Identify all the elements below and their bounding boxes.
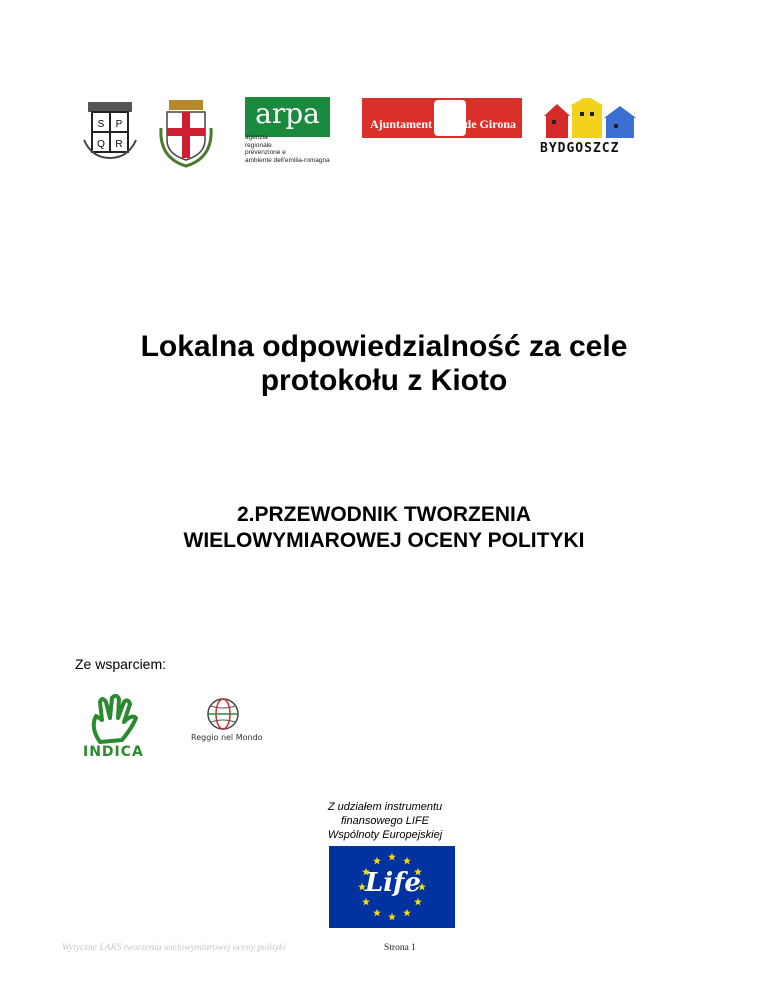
document-title-line: Lokalna odpowiedzialność za cele (140, 330, 628, 363)
document-title-line: protokołu z Kioto (260, 364, 508, 397)
life-caption-line: Z udziałem instrumentu (327, 801, 443, 813)
eu-star-icon (403, 909, 411, 917)
spqr-coat-of-arms-logo (82, 100, 138, 160)
eu-star-icon (403, 857, 411, 865)
ajuntament-girona-logo (362, 98, 522, 138)
girona-logo-left-text: Ajuntament (370, 117, 432, 131)
life-caption-line: Wspólnoty Europejskiej (327, 829, 443, 841)
support-label: Ze wsparciem: (75, 656, 167, 672)
eu-star-icon (414, 898, 422, 906)
spqr-letter: P (115, 119, 123, 130)
arpa-logo-wordmark: arpa (245, 97, 330, 137)
reggio-wordmark: Reggio nel Mondo (191, 733, 263, 742)
spqr-letter: S (97, 119, 105, 130)
arpa-sub-line: agenzia (245, 134, 268, 141)
life-caption (300, 800, 470, 842)
bydgoszcz-wordmark: BYDGOSZCZ (540, 141, 620, 156)
spqr-letter: R (115, 139, 123, 150)
eu-star-icon (388, 913, 396, 921)
footer-page-number: Strona 1 (384, 943, 416, 953)
document-subtitle-line: WIELOWYMIAROWEJ OCENY POLITYKI (183, 529, 585, 552)
life-wordmark: Life (365, 868, 421, 898)
arpa-logo-subtitle (245, 134, 345, 164)
spqr-letter: Q (97, 139, 105, 150)
footer-document-name: Wytyczne LAKS tworzenia wielowymiarowej oceny polityki (62, 943, 286, 953)
eu-star-icon (388, 853, 396, 861)
indica-hand-icon (86, 694, 144, 744)
girona-logo-right-text: de Girona (464, 117, 516, 131)
document-subtitle (80, 502, 688, 554)
city-crest-logo (157, 98, 215, 168)
bydgoszcz-houses-logo (542, 98, 642, 140)
eu-star-icon (373, 909, 381, 917)
indica-wordmark: INDICA (83, 744, 144, 760)
eu-star-icon (362, 898, 370, 906)
arpa-sub-line: ambiente dell'emilia-romagna (245, 156, 330, 164)
life-caption-line: finansowego LIFE (340, 815, 430, 827)
girona-emblem-icon (434, 100, 466, 136)
document-title (60, 330, 708, 398)
reggio-globe-icon (202, 696, 244, 732)
eu-star-icon (373, 857, 381, 865)
document-subtitle-line: 2.PRZEWODNIK TWORZENIA (237, 503, 531, 526)
arpa-sub-line: prevenzione e (245, 149, 286, 156)
arpa-sub-line: regionale (245, 141, 272, 149)
